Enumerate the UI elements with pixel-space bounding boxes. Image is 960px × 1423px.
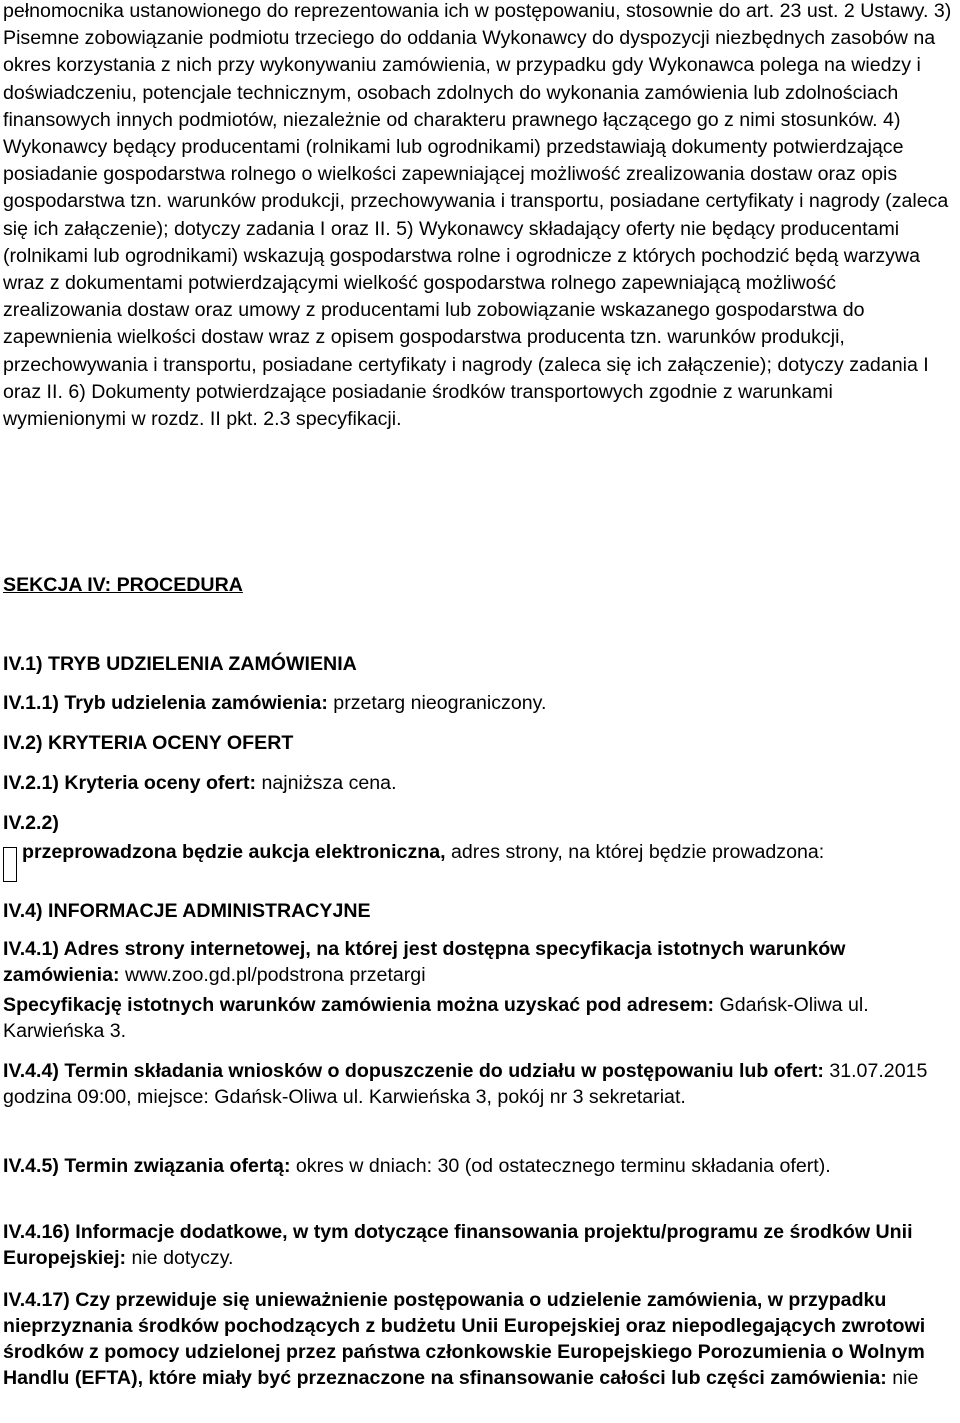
- section-heading: SEKCJA IV: PROCEDURA: [3, 574, 243, 596]
- iv417-label: IV.4.17) Czy przewiduje się unieważnienie postępowania o udzielenie zamówienia, w przypadku nieprzyznania środków pochodzących z budżetu Unii Europejskiej oraz niepodlegających zwrotowi środków z pomocy udzielonej przez państwa członkowskie Europejskiego Porozumienia o Wolnym Handlu (EFTA), które miały być przeznaczone na sfinansowanie całości lub części zamówienia:: [3, 1289, 926, 1389]
- iv416-label: IV.4.16) Informacje dodatkowe, w tym dotyczące finansowania projektu/programu ze środków Unii Europejskiej:: [3, 1221, 913, 1269]
- iv22-value: adres strony, na której będzie prowadzona:: [445, 841, 825, 863]
- iv22-heading: IV.2.2): [3, 812, 59, 834]
- iv21-label: IV.2.1) Kryteria oceny ofert:: [3, 772, 257, 794]
- iv416-value: nie dotyczy.: [126, 1247, 234, 1269]
- iv45-label: IV.4.5) Termin związania ofertą:: [3, 1155, 291, 1177]
- iv22-label: przeprowadzona będzie aukcja elektroniczna,: [22, 841, 446, 863]
- iv41b-label: Specyfikację istotnych warunków zamówienia można uzyskać pod adresem:: [3, 994, 715, 1016]
- iv22-auction-row: [3, 839, 955, 865]
- iv21-row: [3, 770, 955, 796]
- iv44-label: IV.4.4) Termin składania wniosków o dopuszczenie do udziału w postępowaniu lub ofert:: [3, 1060, 824, 1082]
- intro-paragraph: pełnomocnika ustanowionego do reprezentowania ich w postępowaniu, stosownie do art. 23 ust. 2 Ustawy. 3) Pisemne zobowiązanie podmiotu trzeciego do oddania Wykonawcy do dyspozycji niezbędnych zasobów na okres korzystania z nich przy wykonywaniu zamówienia, w przypadku gdy Wykonawca polega na wiedzy i doświadczeniu, potencjale technicznym, osobach zdolnych do wykonania zamówienia lub zdolnościach finansowych innych podmiotów, niezależnie od charakteru prawnego łączącego go z nimi stosunków. 4) Wykonawcy będący producentami (rolnikami lub ogrodnikami) przedstawiają dokumenty potwierdzające posiadanie gospodarstwa rolnego o wielkości zapewniającej możliwość zrealizowania dostaw oraz opis gospodarstwa tzn. warunków produkcji, przechowywania i transportu, posiadane certyfikaty i nagrody (zaleca się ich załączenie); dotyczy zadania I oraz II. 5) Wykonawcy składający oferty nie będący producentami (rolnikami lub ogrodnikami) wskazują gospodarstwa rolne i ogrodnicze z których pochodzić będą warzywa wraz z dokumentami potwierdzającymi wielkość gospodarstwa rolnego zapewniającą możliwość zrealizowania dostaw oraz umowy z producentami lub zobowiązanie wskazanego gospodarstwa do zapewnienia wielkości dostaw wraz z opisem gospodarstwa producenta tzn. warunków produkcji, przechowywania i transportu, posiadane certyfikaty i nagrody (zaleca się ich załączenie); dotyczy zadania I oraz II. 6) Dokumenty potwierdzające posiadanie środków transportowych zgodnie z warunkami wymienionymi w rozdz. II pkt. 2.3 specyfikacji.: [3, 0, 952, 431]
- checkbox-icon: [3, 847, 17, 882]
- iv41b-value: Gdańsk-Oliwa ul. Karwieńska 3.: [3, 994, 869, 1042]
- iv1-heading: IV.1) TRYB UDZIELENIA ZAMÓWIENIA: [3, 653, 357, 675]
- iv41b-row: [3, 992, 955, 1044]
- iv11-row: [3, 690, 955, 716]
- iv41-row: [3, 936, 955, 988]
- iv41-label: IV.4.1) Adres strony internetowej, na której jest dostępna specyfikacja istotnych warunków zamówienia:: [3, 938, 846, 986]
- iv45-value: okres w dniach: 30 (od ostatecznego terminu składania ofert).: [290, 1155, 831, 1177]
- iv44-value: 31.07.2015 godzina 09:00, miejsce: Gdańsk-Oliwa ul. Karwieńska 3, pokój nr 3 sekretariat.: [3, 1060, 928, 1108]
- iv4-heading: IV.4) INFORMACJE ADMINISTRACYJNE: [3, 900, 371, 922]
- iv21-value: najniższa cena.: [256, 772, 397, 794]
- iv41-value: www.zoo.gd.pl/podstrona przetargi: [119, 964, 426, 986]
- iv416-row: [3, 1219, 955, 1271]
- iv417-row: [3, 1287, 955, 1391]
- iv417-value: nie: [886, 1367, 919, 1389]
- iv45-row: [3, 1153, 955, 1179]
- iv11-value: przetarg nieograniczony.: [327, 692, 547, 714]
- iv11-label: IV.1.1) Tryb udzielenia zamówienia:: [3, 692, 328, 714]
- iv44-row: [3, 1058, 955, 1110]
- iv2-heading: IV.2) KRYTERIA OCENY OFERT: [3, 732, 294, 754]
